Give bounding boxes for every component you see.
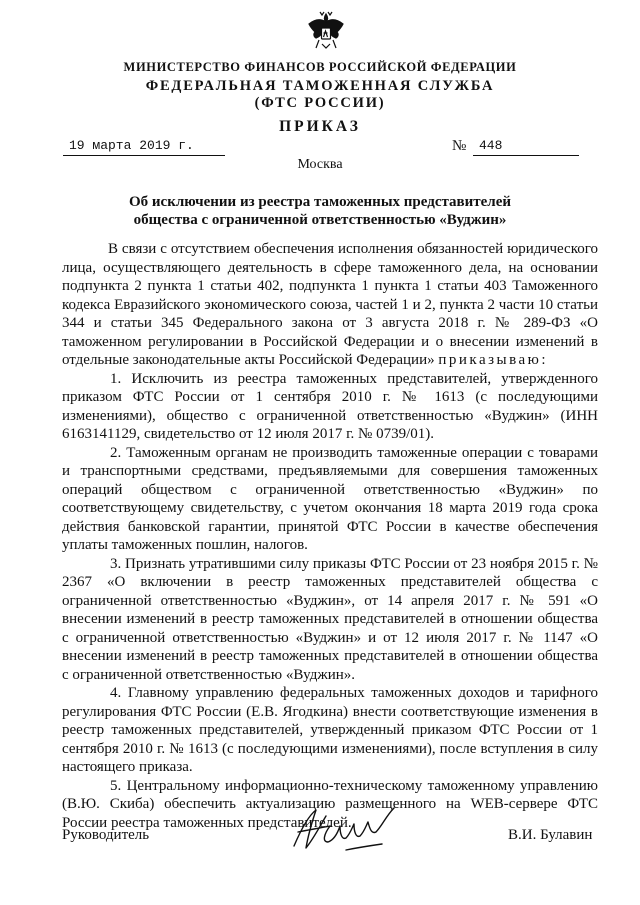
signer-name: В.И. Булавин (508, 827, 593, 843)
order-body (62, 240, 598, 832)
order-date: 19 марта 2019 г. (63, 137, 225, 156)
intro-paragraph (62, 240, 598, 370)
signer-role: Руководитель (62, 827, 150, 843)
handwritten-signature (286, 802, 400, 858)
paragraph-4: 4. Главному управлению федеральных таможенных доходов и тарифного регулирования ФТС России (Е.В. Ягодкина) внести соответствующие изменения в реестр таможенных представителей, утвержденный приказом ФТС России от 1 сентября 2010 г. № 1613 (с последующими изменениями), после вступления в силу настоящего приказа. (62, 685, 598, 775)
document-type: ПРИКАЗ (279, 118, 361, 135)
paragraph-5: 5. Центральному информационно-техническому таможенному управлению (В.Ю. Скиба) обеспечить актуализацию размещенного на WEB-сервере ФТС России реестра таможенных представителей. (62, 777, 598, 831)
order-word: приказываю: (438, 352, 549, 368)
intro-text: В связи с отсутствием обеспечения исполнения обязанностей юридического лица, осуществляющего деятельность в сфере таможенного дела, на основании подпункта 2 пункта 1 статьи 402, подпункта 1 пункта 1 статьи 403 Таможенного кодекса Евразийского экономического союза, частей 1 и 2, пункта 2 части 10 статьи 344 и статьи 345 Федерального закона от 3 августа 2018 г. № 289-ФЗ «О таможенном регулировании в Российской Федерации и о внесении изменений в отдельные законодательные акты Российской Федерации» (62, 241, 598, 368)
service-short-name: (ФТС РОССИИ) (254, 95, 386, 111)
order-number-label: № (452, 138, 467, 154)
paragraph-1: 1. Исключить из реестра таможенных представителей, утвержденного приказом ФТС России от 1 сентября 2010 г. № 1613 (с последующими изменениями), общество с ограниченной ответственностью «Вуджин» (ИНН 6163141129, свидетельство от 12 июля 2017 г. № 0739/01). (62, 370, 598, 442)
order-number: 448 (473, 137, 579, 156)
service-name: ФЕДЕРАЛЬНАЯ ТАМОЖЕННАЯ СЛУЖБА (145, 78, 495, 94)
order-city: Москва (297, 157, 343, 172)
paragraph-2: 2. Таможенным органам не производить таможенные операции с товарами и транспортными средствами, предъявляемыми для совершения таможенных операций обществом с ограниченной ответственностью «Вуджин» по соответствующему свидетельству, с учетом окончания 18 марта 2019 года срока действия банковской гарантии, принятой ФТС России в качестве обеспечения уплаты таможенных пошлин, налогов. (62, 444, 598, 553)
order-title-line-1: Об исключении из реестра таможенных представителей (128, 194, 512, 210)
coat-of-arms-icon (307, 8, 345, 54)
ministry-name: МИНИСТЕРСТВО ФИНАНСОВ РОССИЙСКОЙ ФЕДЕРАЦИИ (123, 60, 517, 74)
paragraph-3: 3. Признать утратившими силу приказы ФТС России от 23 ноября 2015 г. № 2367 «О включении в реестр таможенных представителей общества с ограниченной ответственностью «Вуджин», от 14 апреля 2017 г. № 591 «О внесении изменений в реестр таможенных представителей в отношении общества с ограниченной ответственностью «Вуджин» и от 12 июля 2017 г. № 1147 «О внесении изменений в реестр таможенных представителей в отношении общества с ограниченной ответственностью «Вуджин». (62, 555, 598, 683)
order-title-line-2: общества с ограниченной ответственностью «Вуджин» (133, 212, 507, 228)
